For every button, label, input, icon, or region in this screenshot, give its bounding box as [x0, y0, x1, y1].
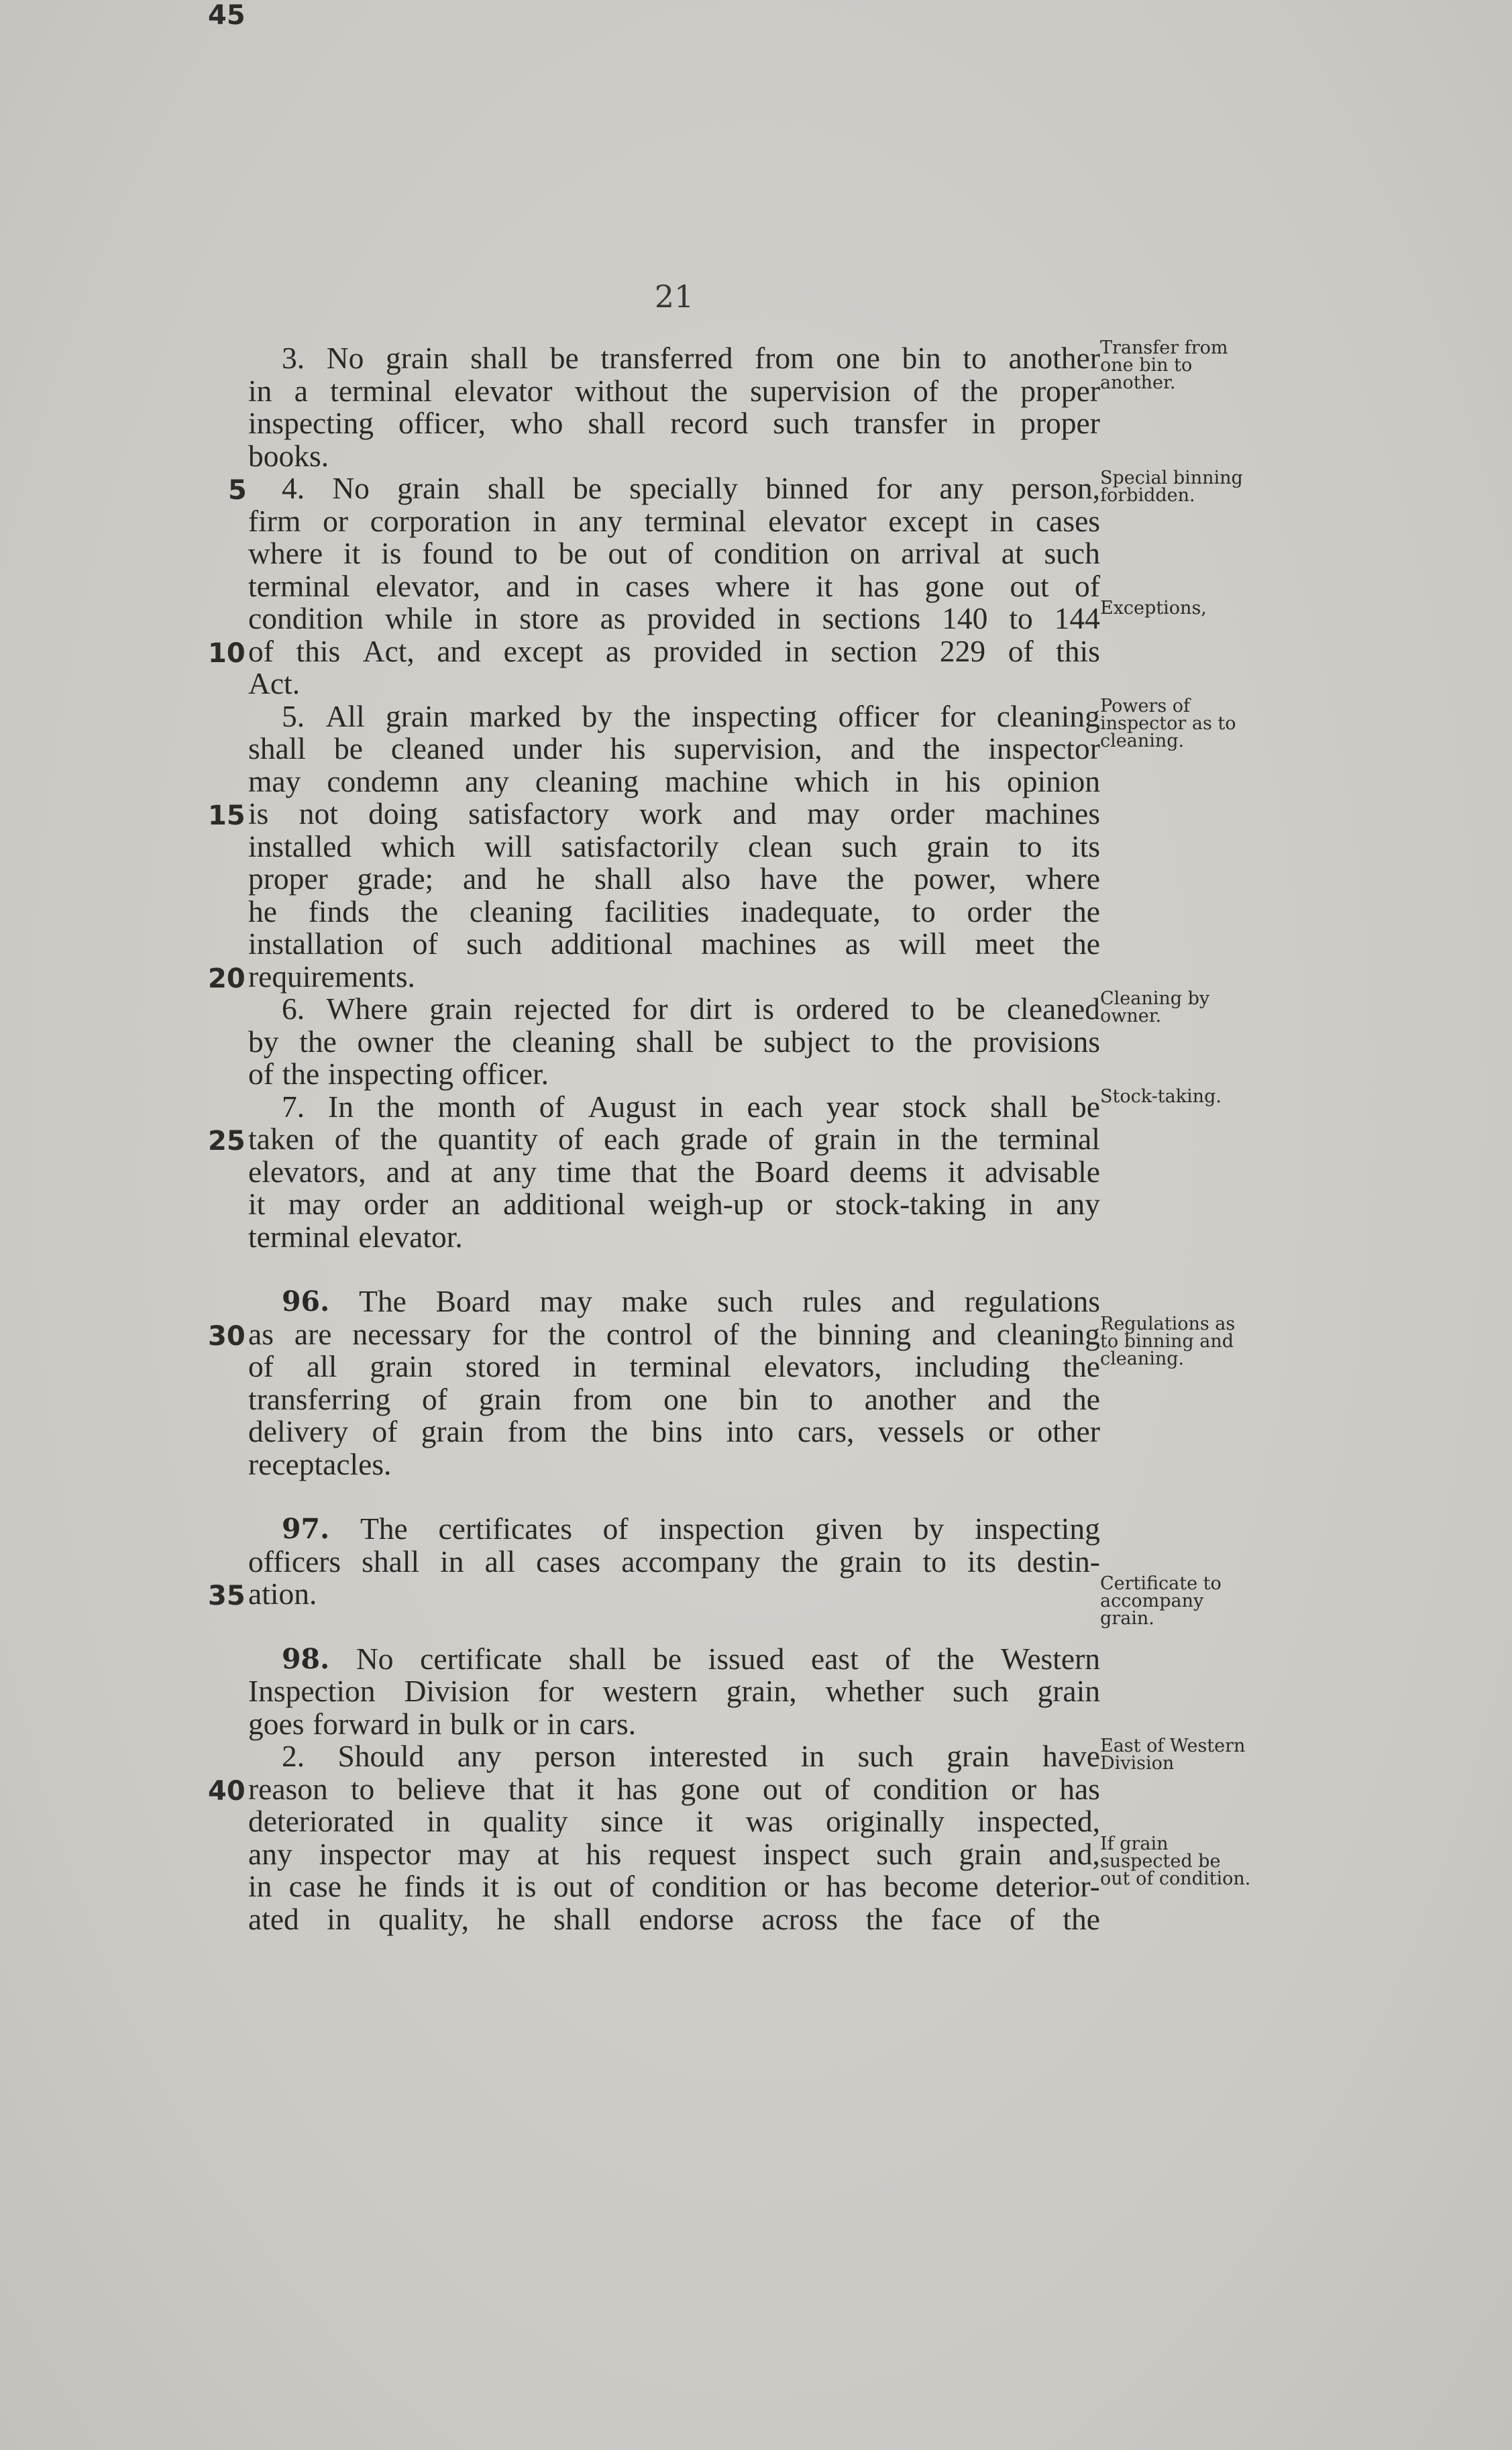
marginal-note: Exceptions,	[1100, 598, 1207, 619]
section-gap	[248, 1253, 1100, 1285]
text-line: of all grain stored in terminal elevators, including the	[248, 1349, 1100, 1383]
text-line: ated in quality, he shall endorse across the face of the	[248, 1901, 1100, 1936]
text-line: installed which will satisfactorily clean such grain to its	[248, 829, 1100, 863]
text-line: requirements.	[248, 959, 415, 994]
body-text	[248, 342, 1100, 1935]
text-line: where it is found to be out of condition on arrival at such	[248, 536, 1100, 570]
text-line: ation.	[248, 1577, 317, 1611]
marginal-note: If grain suspected be out of condition.	[1100, 1833, 1251, 1889]
text-line: Inspection Division for western grain, whether such grain	[248, 1674, 1100, 1708]
section-number: 98.	[282, 1642, 330, 1675]
text-line: books.	[248, 438, 329, 473]
text-line: of this Act, and except as provided in section 229 of this	[248, 633, 1100, 668]
marginal-note: Cleaning by owner.	[1100, 988, 1210, 1026]
text-line: 97. The certificates of inspection given by inspecting	[282, 1511, 1100, 1546]
section-gap	[248, 1481, 1100, 1513]
text-line: shall be cleaned under his supervision, and the inspector	[248, 731, 1100, 765]
line-number: 15	[208, 800, 246, 831]
section-number: 97.	[282, 1513, 330, 1545]
text-line: in a terminal elevator without the supervision of the proper	[248, 373, 1100, 408]
text-line: 98. No certificate shall be issued east of the Western	[282, 1641, 1100, 1676]
marginal-note: Certificate to accompany grain.	[1100, 1573, 1222, 1629]
text-line: inspecting officer, who shall record such transfer in proper	[248, 406, 1100, 440]
text-line: of the inspecting officer.	[248, 1057, 549, 1091]
text-line: taken of the quantity of each grade of grain in the terminal	[248, 1122, 1100, 1156]
text-line: proper grade; and he shall also have the power, where	[248, 861, 1100, 896]
marginal-note: Regulations as to binning and cleaning.	[1100, 1313, 1236, 1369]
marginal-note: Stock-taking.	[1100, 1085, 1222, 1107]
text-line: is not doing satisfactory work and may order machines	[248, 796, 1100, 831]
text-line: 4. No grain shall be specially binned for any person,	[282, 471, 1100, 505]
text-line: any inspector may at his request inspect such grain and,	[248, 1836, 1100, 1871]
text-line: 3. No grain shall be transferred from one bin to another	[282, 341, 1100, 375]
text-line: it may order an additional weigh-up or stock-taking in any	[248, 1187, 1100, 1221]
text-line: terminal elevator.	[248, 1219, 463, 1254]
line-number: 30	[208, 1320, 246, 1352]
text-line: in case he finds it is out of condition or has become deterior-	[248, 1869, 1100, 1903]
text-line: officers shall in all cases accompany the grain to its destin-	[248, 1544, 1100, 1579]
text-line: as are necessary for the control of the binning and cleaning	[248, 1316, 1100, 1351]
text-line: by the owner the cleaning shall be subject to the provisions	[248, 1024, 1100, 1059]
section-gap	[248, 1611, 1100, 1643]
line-number: 45	[208, 0, 246, 31]
text-line: Act.	[248, 666, 301, 700]
marginal-note: Special binning forbidden.	[1100, 468, 1243, 506]
text-line: receptacles.	[248, 1446, 392, 1481]
text-line: condition while in store as provided in sections 140 to 144	[248, 601, 1100, 635]
line-number: 5	[228, 475, 247, 506]
text-line: elevators, and at any time that the Board deems it advisable	[248, 1154, 1100, 1189]
text-line: deteriorated in quality since it was originally inspected,	[248, 1804, 1100, 1838]
text-line: 96. The Board may make such rules and regulations	[282, 1284, 1100, 1318]
text-line: 6. Where grain rejected for dirt is ordered to be cleaned	[282, 992, 1100, 1026]
text-line: installation of such additional machines as will meet the	[248, 926, 1100, 961]
text-line: transferring of grain from one bin to another and the	[248, 1381, 1100, 1416]
text-line: reason to believe that it has gone out of condition or has	[248, 1771, 1100, 1806]
text-line: goes forward in bulk or in cars.	[248, 1706, 637, 1741]
line-number: 40	[208, 1775, 246, 1807]
text-line: firm or corporation in any terminal elevator except in cases	[248, 503, 1100, 538]
text-line: 5. All grain marked by the inspecting officer for cleaning	[282, 698, 1100, 733]
text-line: terminal elevator, and in cases where it has gone out of	[248, 568, 1100, 603]
marginal-note: Powers of inspector as to cleaning.	[1100, 695, 1236, 751]
text-line: may condemn any cleaning machine which in his opinion	[248, 763, 1100, 798]
text-line: 7. In the month of August in each year stock shall be	[282, 1089, 1100, 1124]
line-number: 25	[208, 1126, 246, 1157]
line-number: 10	[208, 637, 246, 669]
text-line: delivery of grain from the bins into cars, vessels or other	[248, 1414, 1100, 1448]
text-line: 2. Should any person interested in such grain have	[282, 1739, 1100, 1773]
line-number: 20	[208, 963, 246, 994]
marginal-note: Transfer from one bin to another.	[1100, 337, 1228, 393]
line-number: 35	[208, 1581, 246, 1611]
section-number: 96.	[282, 1285, 330, 1318]
marginal-note: East of Western Division	[1100, 1736, 1246, 1774]
page-number: 21	[654, 278, 694, 315]
text-line: he finds the cleaning facilities inadequate, to order the	[248, 894, 1100, 928]
